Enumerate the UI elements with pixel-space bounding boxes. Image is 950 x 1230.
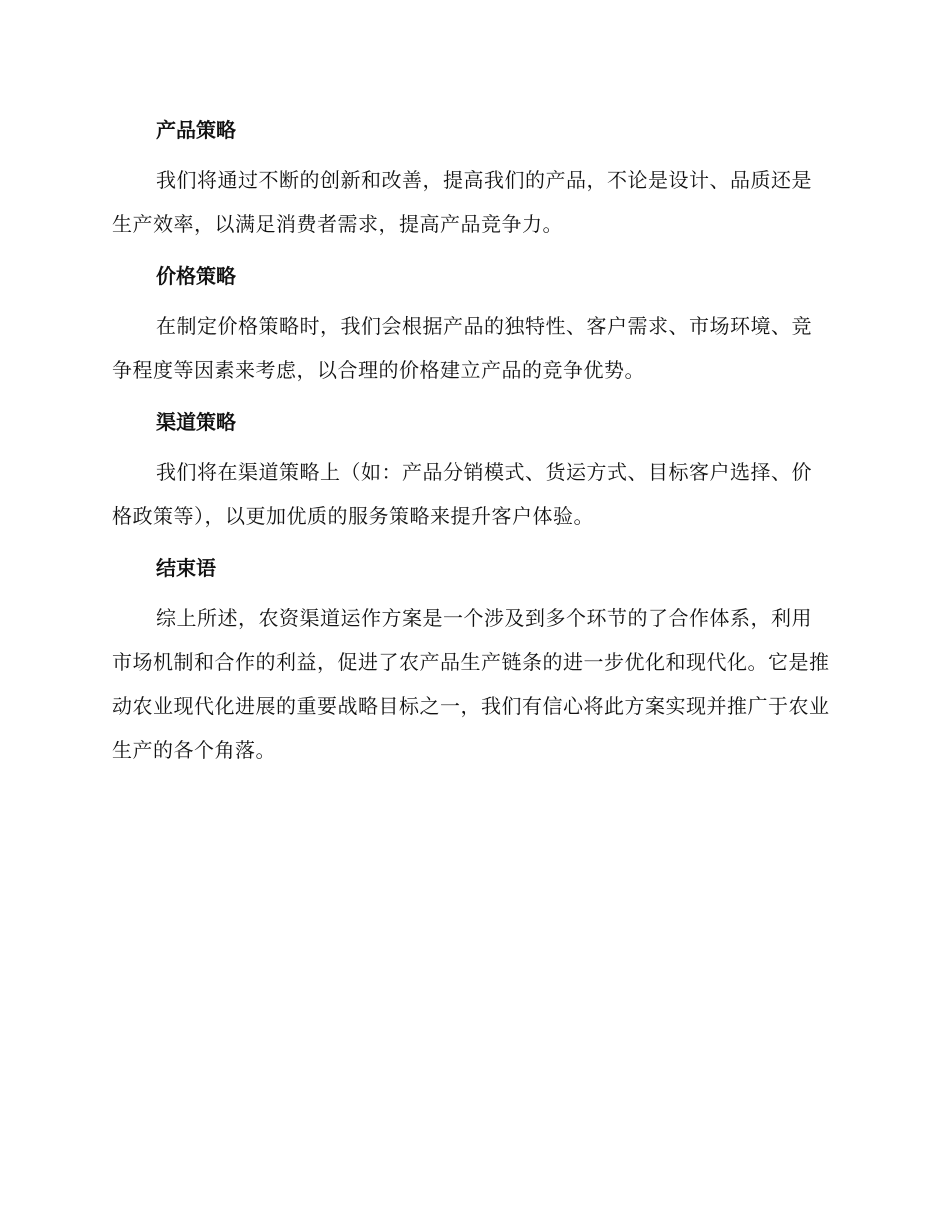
document-content — [112, 110, 832, 782]
section-channel-strategy — [112, 402, 832, 538]
section-paragraph: 我们将通过不断的创新和改善，提高我们的产品，不论是设计、品质还是生产效率，以满足消费者需求，提高产品竞争力。 — [112, 168, 812, 236]
section-paragraph: 我们将在渠道策略上（如：产品分销模式、货运方式、目标客户选择、价格政策等），以更加优质的服务策略来提升客户体验。 — [112, 460, 812, 528]
section-heading: 结束语 — [156, 556, 216, 580]
section-price-strategy — [112, 256, 832, 392]
section-paragraph: 综上所述，农资渠道运作方案是一个涉及到多个环节的了合作体系，利用市场机制和合作的利益，促进了农产品生产链条的进一步优化和现代化。它是推动农业现代化进展的重要战略目标之一，我们有信心将此方案实现并推广于农业生产的各个角落。 — [112, 606, 830, 762]
section-conclusion — [112, 548, 832, 772]
section-heading: 渠道策略 — [156, 410, 236, 434]
section-heading: 产品策略 — [156, 118, 236, 142]
section-paragraph: 在制定价格策略时，我们会根据产品的独特性、客户需求、市场环境、竞争程度等因素来考虑，以合理的价格建立产品的竞争优势。 — [112, 314, 812, 382]
section-product-strategy — [112, 110, 832, 246]
section-heading: 价格策略 — [156, 264, 236, 288]
